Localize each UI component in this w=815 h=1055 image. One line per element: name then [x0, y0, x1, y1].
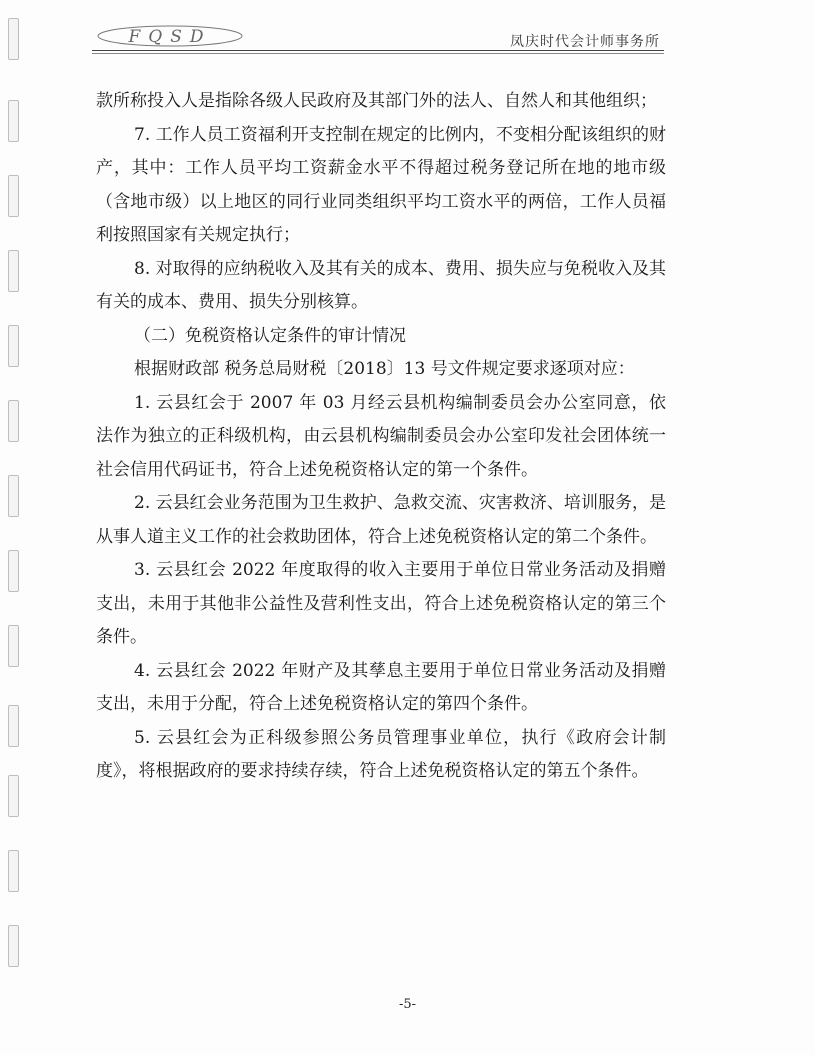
- paragraph: 8. 对取得的应纳税收入及其有关的成本、费用、损失应与免税收入及其有关的成本、费用、损失分别核算。: [96, 258, 666, 312]
- paragraph: 1. 云县红会于 2007 年 03 月经云县机构编制委员会办公室同意，依法作为独立的正科级机构，由云县机构编制委员会办公室印发社会团体统一社会信用代码证书，符合上述免税资格认定的第一个条件。: [96, 392, 666, 480]
- binding-mark: [8, 625, 19, 667]
- binding-mark: [8, 925, 19, 967]
- binding-mark: [8, 475, 19, 517]
- paragraph: 4. 云县红会 2022 年财产及其孳息主要用于单位日常业务活动及捐赠支出，未用于分配，符合上述免税资格认定的第四个条件。: [96, 660, 666, 714]
- page-number: -5-: [398, 997, 417, 1012]
- paragraph: 3. 云县红会 2022 年度取得的收入主要用于单位日常业务活动及捐赠支出，未用于其他非公益性及营利性支出，符合上述免税资格认定的第三个条件。: [96, 560, 666, 647]
- header-rule: [92, 53, 664, 54]
- paragraph: 7. 工作人员工资福利开支控制在规定的比例内，不变相分配该组织的财产，其中：工作人员平均工资薪金水平不得超过税务登记所在地的地市级（含地市级）以上地区的同行业同类组织平均工资水平的两倍，工作人员福利按照国家有关规定执行；: [96, 124, 666, 245]
- svg-text:FQSD: FQSD: [128, 27, 212, 47]
- firm-name: 凤庆时代会计师事务所: [510, 34, 660, 50]
- firm-logo: [96, 24, 244, 48]
- binding-mark: [8, 550, 19, 592]
- page-header: [92, 22, 664, 52]
- binding-mark: [8, 850, 19, 892]
- binding-marks: [6, 0, 22, 1055]
- paragraph: （二）免税资格认定条件的审计情况: [134, 325, 406, 346]
- binding-mark: [8, 705, 19, 747]
- binding-mark: [8, 100, 19, 142]
- binding-mark: [8, 18, 19, 60]
- paragraph: 2. 云县红会业务范围为卫生救护、急救交流、灾害救济、培训服务，是从事人道主义工作的社会救助团体，符合上述免税资格认定的第二个条件。: [96, 493, 666, 547]
- header-rule: [92, 50, 664, 51]
- binding-mark: [8, 325, 19, 367]
- document-body: [96, 85, 666, 789]
- paragraph: 根据财政部 税务总局财税〔2018〕13 号文件规定要求逐项对应：: [134, 359, 635, 379]
- binding-mark: [8, 250, 19, 292]
- binding-mark: [8, 175, 19, 217]
- binding-mark: [8, 775, 19, 817]
- binding-mark: [8, 400, 19, 442]
- paragraph: 5. 云县红会为正科级参照公务员管理事业单位，执行《政府会计制度》，将根据政府的要求持续存续，符合上述免税资格认定的第五个条件。: [96, 727, 666, 781]
- paragraph: 款所称投入人是指除各级人民政府及其部门外的法人、自然人和其他组织；: [96, 91, 657, 111]
